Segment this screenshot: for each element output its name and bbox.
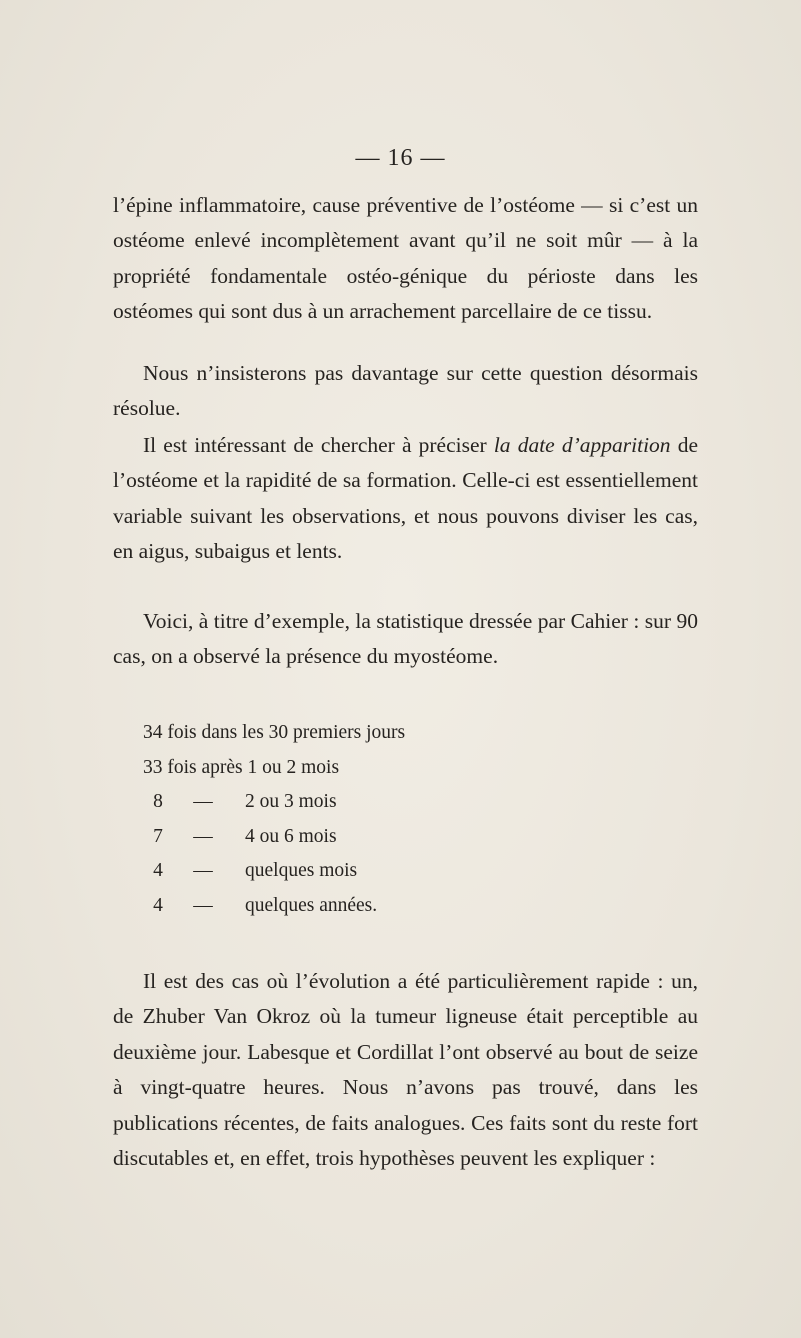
ditto-dash: — xyxy=(193,894,213,916)
statistics-row xyxy=(143,820,703,855)
statistics-count: 4 xyxy=(153,894,163,916)
statistics-row xyxy=(143,854,703,889)
statistics-row-text: 34 fois dans les 30 premiers jours xyxy=(143,722,406,743)
paragraph-3-end: de l’ostéome et la rapidité de sa formation. Celle-ci est essentiellement variable suivant les observations, et nous pouvons diviser les cas, en aigus, subaigus et lents. xyxy=(113,433,698,564)
paragraph-5 xyxy=(113,964,698,1176)
paragraph-1-text: l’épine inflammatoire, cause préventive de l’ostéome — si c’est un ostéome enlevé incomplètement avant qu’il ne soit mûr — à la propriété fondamentale ostéo-génique du périoste dans les ostéomes qui sont dus à un arrachement parcellaire de ce tissu. xyxy=(113,193,698,324)
statistics-count: 7 xyxy=(153,825,163,847)
statistics-count: 4 xyxy=(153,860,163,882)
ditto-dash: — xyxy=(193,860,213,882)
statistics-row xyxy=(143,889,703,924)
statistics-period: quelques mois xyxy=(245,860,358,882)
statistics-period: 2 ou 3 mois xyxy=(245,791,337,813)
paragraph-3 xyxy=(113,428,698,570)
paragraph-2-text: Nous n’insisterons pas davantage sur cette question désormais résolue. xyxy=(113,361,698,421)
paragraph-3-text xyxy=(113,428,698,570)
statistics-row xyxy=(143,785,703,820)
statistics-table xyxy=(143,716,703,924)
statistics-row-text: 33 fois après 1 ou 2 mois xyxy=(143,756,340,778)
statistics-row xyxy=(143,751,703,786)
paragraph-1 xyxy=(113,188,698,330)
paragraph-4-text: Voici, à titre d’exemple, la statistique dressée par Cahier : sur 90 cas, on a observé la présence du myostéome. xyxy=(113,609,698,669)
paragraph-3-start: Il est intéressant de chercher à préciser xyxy=(143,433,494,457)
ditto-dash: — xyxy=(193,825,213,847)
page-number: — 16 — xyxy=(355,145,446,171)
paragraph-4 xyxy=(113,604,698,675)
statistics-row xyxy=(143,716,703,751)
paragraph-2 xyxy=(113,356,698,427)
statistics-period: quelques années. xyxy=(245,894,378,916)
paragraph-5-text: Il est des cas où l’évolution a été particulièrement rapide : un, de Zhuber Van Okroz où la tumeur ligneuse était perceptible au deuxième jour. Labesque et Cordillat l’ont observé au bout de seize à vingt-quatre heures. Nous n’avons pas trouvé, dans les publications récentes, de faits analogues. Ces faits sont du reste fort discutables et, en effet, trois hypothèses peuvent les expliquer : xyxy=(113,969,698,1171)
statistics-count: 8 xyxy=(153,791,163,813)
statistics-period: 4 ou 6 mois xyxy=(245,825,337,847)
ditto-dash: — xyxy=(193,791,213,813)
paragraph-3-italic-phrase: la date d’apparition xyxy=(493,433,671,457)
